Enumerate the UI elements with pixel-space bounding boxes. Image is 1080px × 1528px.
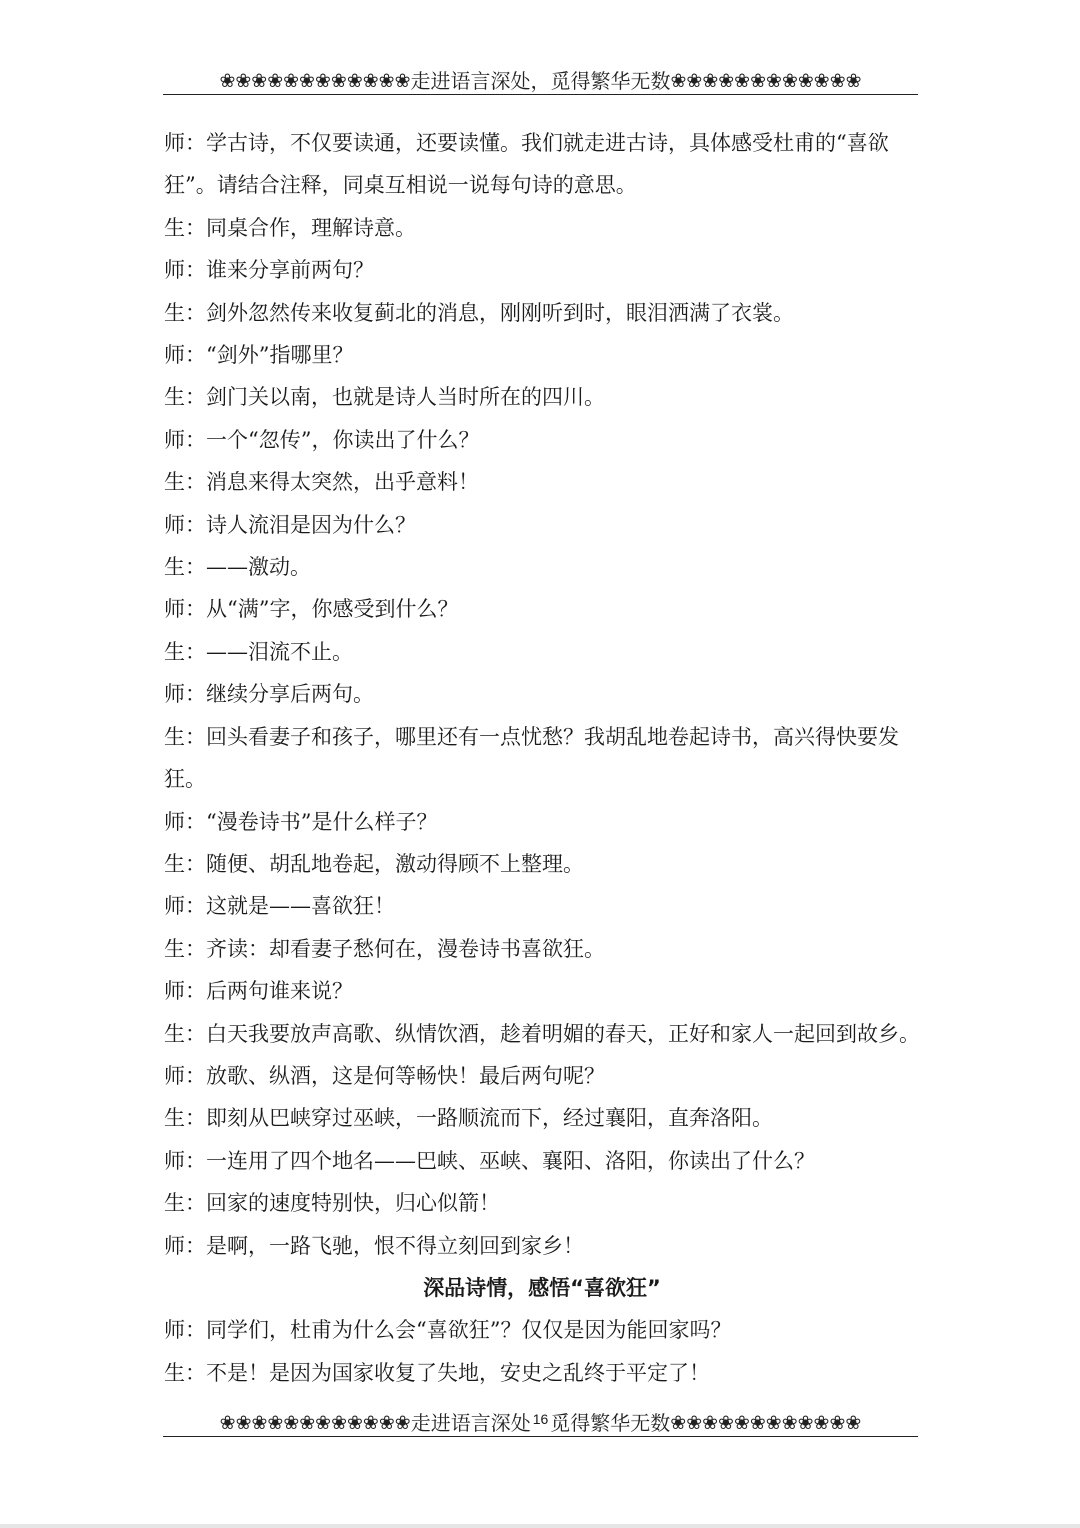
utterance-text: 同学们，杜甫为什么会“喜欲狂”？仅仅是因为能回家吗？	[206, 1318, 732, 1343]
header-text: 走进语言深处，觅得繁华无数	[410, 69, 671, 93]
dialogue-part-1	[164, 122, 920, 1267]
dialogue-line	[164, 801, 920, 843]
utterance-text: 后两句谁来说？	[206, 979, 353, 1004]
utterance-text: 剑门关以南，也就是诗人当时所在的四川。	[206, 385, 605, 410]
utterance-text: 回家的速度特别快，归心似箭！	[206, 1191, 500, 1216]
dialogue-line	[164, 546, 920, 588]
speaker-label: 生：	[164, 1360, 206, 1385]
page-header	[163, 64, 918, 95]
footer-text-left: 走进语言深处	[410, 1411, 531, 1435]
dialogue-line	[164, 249, 920, 291]
speaker-label: 师：	[164, 979, 206, 1004]
utterance-text: 即刻从巴峡穿过巫峡，一路顺流而下，经过襄阳，直奔洛阳。	[206, 1106, 773, 1131]
footer-text-right: 觅得繁华无数	[550, 1411, 671, 1435]
dialogue-line	[164, 885, 920, 927]
speaker-label: 师：	[164, 258, 206, 283]
speaker-label: 师：	[164, 597, 206, 622]
speaker-label: 生：	[164, 215, 206, 240]
speaker-label: 师：	[164, 1148, 206, 1173]
utterance-text: 放歌、纵酒，这是何等畅快！最后两句呢？	[206, 1063, 605, 1088]
speaker-label: 生：	[164, 851, 206, 876]
dialogue-line	[164, 1097, 920, 1139]
footer-flower-ornament-right: ❀❀❀❀❀❀❀❀❀❀❀❀	[670, 1412, 862, 1434]
utterance-text: ——泪流不止。	[206, 639, 353, 664]
utterance-text: 从“满”字，你感受到什么？	[206, 597, 459, 622]
utterance-text: 随便、胡乱地卷起，激动得顾不上整理。	[206, 851, 584, 876]
dialogue-line	[164, 1182, 920, 1224]
utterance-text: 齐读：却看妻子愁何在，漫卷诗书喜欲狂。	[206, 936, 605, 961]
utterance-text: 继续分享后两句。	[206, 682, 374, 707]
dialogue-line	[164, 1225, 920, 1267]
dialogue-line	[164, 207, 920, 249]
speaker-label: 师：	[164, 512, 206, 537]
utterance-text: 诗人流泪是因为什么？	[206, 512, 416, 537]
utterance-text: 剑外忽然传来收复蓟北的消息，刚刚听到时，眼泪洒满了衣裳。	[206, 300, 794, 325]
header-flower-ornament-right: ❀❀❀❀❀❀❀❀❀❀❀❀	[670, 70, 862, 92]
speaker-label: 师：	[164, 682, 206, 707]
dialogue-line	[164, 588, 920, 630]
speaker-label: 生：	[164, 470, 206, 495]
section-title: 深品诗情，感悟“喜欲狂”	[423, 1275, 661, 1300]
dialogue-line	[164, 292, 920, 334]
page-edge-divider	[0, 1524, 1080, 1528]
footer-flower-ornament-left: ❀❀❀❀❀❀❀❀❀❀❀❀	[219, 1412, 411, 1434]
utterance-text: 同桌合作，理解诗意。	[206, 215, 416, 240]
speaker-label: 师：	[164, 1318, 206, 1343]
page-number: 16	[532, 1411, 549, 1427]
speaker-label: 生：	[164, 639, 206, 664]
utterance-text: 一个“忽传”，你读出了什么？	[206, 427, 480, 452]
dialogue-line	[164, 334, 920, 376]
speaker-label: 生：	[164, 936, 206, 961]
utterance-text: “漫卷诗书”是什么样子？	[206, 809, 438, 834]
dialogue-line	[164, 1309, 920, 1351]
dialogue-line	[164, 1140, 920, 1182]
speaker-label: 师：	[164, 894, 206, 919]
dialogue-line	[164, 631, 920, 673]
utterance-text: 一连用了四个地名——巴峡、巫峡、襄阳、洛阳，你读出了什么？	[206, 1148, 815, 1173]
lesson-transcript	[164, 122, 920, 1394]
dialogue-line	[164, 1352, 920, 1394]
dialogue-line	[164, 461, 920, 503]
dialogue-line	[164, 843, 920, 885]
speaker-label: 生：	[164, 1191, 206, 1216]
speaker-label: 生：	[164, 385, 206, 410]
speaker-label: 师：	[164, 1233, 206, 1258]
speaker-label: 师：	[164, 343, 206, 368]
dialogue-line	[164, 504, 920, 546]
utterance-text: 白天我要放声高歌、纵情饮酒，趁着明媚的春天，正好和家人一起回到故乡。	[206, 1021, 920, 1046]
speaker-label: 生：	[164, 1021, 206, 1046]
speaker-label: 生：	[164, 724, 206, 749]
utterance-text: 是啊，一路飞驰，恨不得立刻回到家乡！	[206, 1233, 584, 1258]
dialogue-line	[164, 928, 920, 970]
utterance-text: 学古诗，不仅要读通，还要读懂。我们就走进古诗，具体感受杜甫的“喜欲狂”。请结合注释，同桌互相说一说每句诗的意思。	[164, 131, 889, 198]
utterance-text: 这就是——喜欲狂！	[206, 894, 395, 919]
dialogue-line	[164, 716, 920, 801]
speaker-label: 生：	[164, 300, 206, 325]
speaker-label: 师：	[164, 1063, 206, 1088]
dialogue-part-2	[164, 1309, 920, 1394]
utterance-text: 消息来得太突然，出乎意料！	[206, 470, 479, 495]
dialogue-line	[164, 419, 920, 461]
header-flower-ornament-left: ❀❀❀❀❀❀❀❀❀❀❀❀	[219, 70, 411, 92]
speaker-label: 生：	[164, 1106, 206, 1131]
dialogue-line	[164, 1013, 920, 1055]
speaker-label: 生：	[164, 555, 206, 580]
utterance-text: 谁来分享前两句？	[206, 258, 374, 283]
dialogue-line	[164, 673, 920, 715]
speaker-label: 师：	[164, 131, 206, 155]
dialogue-line	[164, 376, 920, 418]
dialogue-line	[164, 970, 920, 1012]
speaker-label: 师：	[164, 809, 206, 834]
dialogue-line	[164, 1055, 920, 1097]
utterance-text: “剑外”指哪里？	[206, 343, 354, 368]
utterance-text: 回头看妻子和孩子，哪里还有一点忧愁？我胡乱地卷起诗书，高兴得快要发狂。	[164, 724, 899, 792]
page-footer	[163, 1406, 918, 1437]
utterance-text: ——激动。	[206, 555, 311, 580]
dialogue-line	[164, 122, 920, 207]
utterance-text: 不是！是因为国家收复了失地，安史之乱终于平定了！	[206, 1360, 710, 1385]
speaker-label: 师：	[164, 427, 206, 452]
